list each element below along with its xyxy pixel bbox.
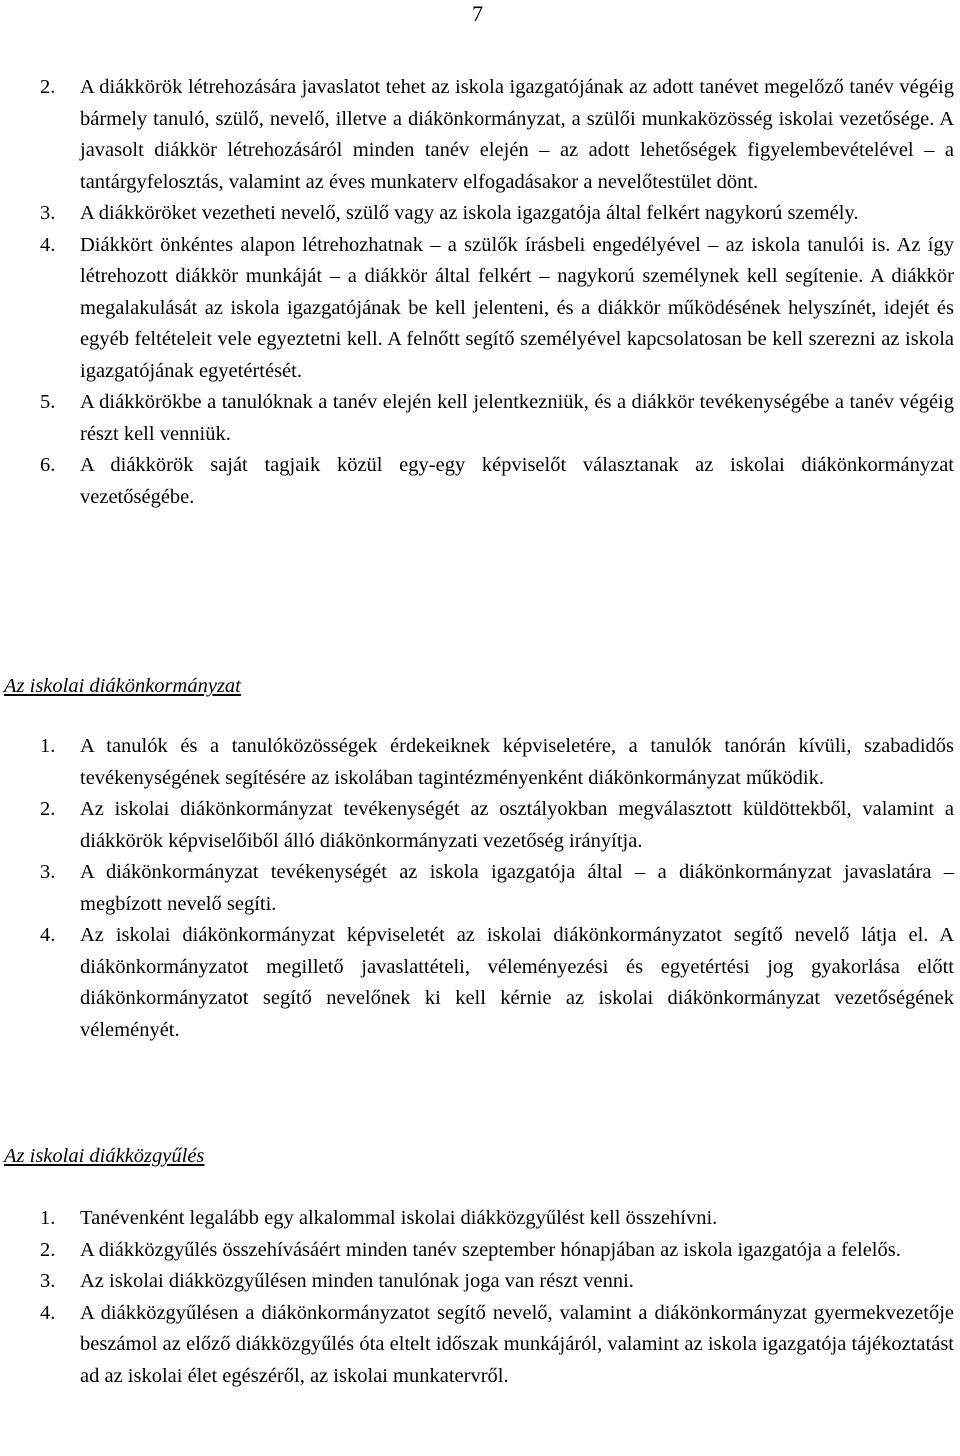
item-text: A diákköröket vezetheti nevelő, szülő vagy az iskola igazgatója által felkért nagykorú személy. <box>80 202 859 224</box>
list-item <box>0 857 960 920</box>
list-item <box>0 198 960 230</box>
list-item <box>0 920 960 1046</box>
diakkorok-list <box>0 72 960 513</box>
item-text: A diákkörökbe a tanulóknak a tanév elején kell jelentkezniük, és a diákkör tevékenységébe a tanév végéig részt kell venniük. <box>80 391 954 445</box>
item-number: 1. <box>40 735 56 757</box>
item-text: Az iskolai diákönkormányzat tevékenységét az osztályokban megválasztott küldöttekből, valamint a diákkörök képviselőiből álló diákönkormányzati vezetőség irányítja. <box>80 798 954 852</box>
item-text: A diákkörök saját tagjaik közül egy-egy képviselőt választanak az iskolai diákönkormányzat vezetőségébe. <box>80 454 954 508</box>
item-number: 2. <box>40 1238 56 1261</box>
item-number: 4. <box>40 924 56 946</box>
item-number: 6. <box>40 454 56 476</box>
item-text: A diákkörök létrehozására javaslatot tehet az iskola igazgatójának az adott tanévet megelőző tanév végéig bármely tanuló, szülő, nevelő, illetve a diákönkormányzat, a szülői munkaközösség iskolai vezetősége. A javasolt diákkör létrehozásáról minden tanév elején – az adott lehetőségek figyelembevételével – a tantárgyfelosztás, valamint az éves munkaterv elfogadásakor a nevelőtestület dönt. <box>80 76 954 193</box>
list-item <box>0 794 960 857</box>
item-text: Az iskolai diákközgyűlésen minden tanulónak joga van részt venni. <box>80 1270 634 1292</box>
item-text: A tanulók és a tanulóközösségek érdekeiknek képviseletére, a tanulók tanórán kívüli, szabadidős tevékenységének segítésére az iskolában tagintézményenként diákönkormányzat működik. <box>80 735 954 789</box>
list-item <box>0 230 960 388</box>
list-item <box>0 72 960 198</box>
item-number: 3. <box>40 202 56 224</box>
item-text: Diákkört önkéntes alapon létrehozhatnak – a szülők írásbeli engedélyével – az iskola tanulói is. Az így létrehozott diákkör munkáját – a diákkör által felkért – nagykorú személynek kell segítenie. A diákkör megalakulását az iskola igazgatójának be kell jelenteni, és a diákkör működésének helyszínét, idejét és egyéb feltételeit vele egyeztetni kell. A felnőtt segítő személyével kapcsolatosan be kell szerezni az iskola igazgatójának egyetértését. <box>80 233 954 382</box>
section-heading-diakonkormanyzat: Az iskolai diákönkormányzat <box>4 675 241 697</box>
item-number: 3. <box>40 1270 56 1292</box>
item-text: A diákközgyűlés összehívásáért minden tanév szeptember hónapjában az iskola igazgatója a felelős. <box>80 1238 901 1261</box>
item-text: Az iskolai diákönkormányzat képviseletét az iskolai diákönkormányzatot segítő nevelő látja el. A diákönkormányzatot megillető javaslattételi, véleményezési és egyetértési jog gyakorlása előtt diákönkormányzatot segítő nevelőnek ki kell kérnie az iskolai diákönkormányzat vezetőségének véleményét. <box>80 924 954 1041</box>
item-number: 2. <box>40 798 56 820</box>
item-number: 1. <box>40 1207 56 1229</box>
item-number: 5. <box>40 391 56 413</box>
item-number: 2. <box>40 76 56 98</box>
diakonkormanyzat-list <box>0 731 960 1046</box>
item-text: A diákönkormányzat tevékenységét az iskola igazgatója által – a diákönkormányzat javaslatára –megbízott nevelő segíti. <box>80 861 954 915</box>
item-number: 3. <box>40 861 56 883</box>
list-item <box>0 1266 960 1298</box>
section-heading-diakkozgyules: Az iskolai diákközgyűlés <box>4 1145 205 1167</box>
diakkozgyules-list <box>0 1203 960 1392</box>
item-text: A diákközgyűlésen a diákönkormányzatot segítő nevelő, valamint a diákönkormányzat gyermekvezetője beszámol az előző diákközgyűlés óta eltelt időszak munkájáról, valamint az iskola igazgatója tájékoztatást ad az iskolai élet egészéről, az iskolai munkatervről. <box>80 1301 954 1387</box>
list-item <box>0 1203 960 1235</box>
list-item <box>0 450 960 513</box>
item-number: 4. <box>40 233 56 256</box>
item-number: 4. <box>40 1301 56 1324</box>
list-item <box>0 1298 960 1393</box>
page-number: 7 <box>472 1 483 26</box>
item-text: Tanévenként legalább egy alkalommal iskolai diákközgyűlést kell összehívni. <box>80 1207 718 1229</box>
list-item <box>0 1235 960 1267</box>
list-item <box>0 387 960 450</box>
list-item <box>0 731 960 794</box>
